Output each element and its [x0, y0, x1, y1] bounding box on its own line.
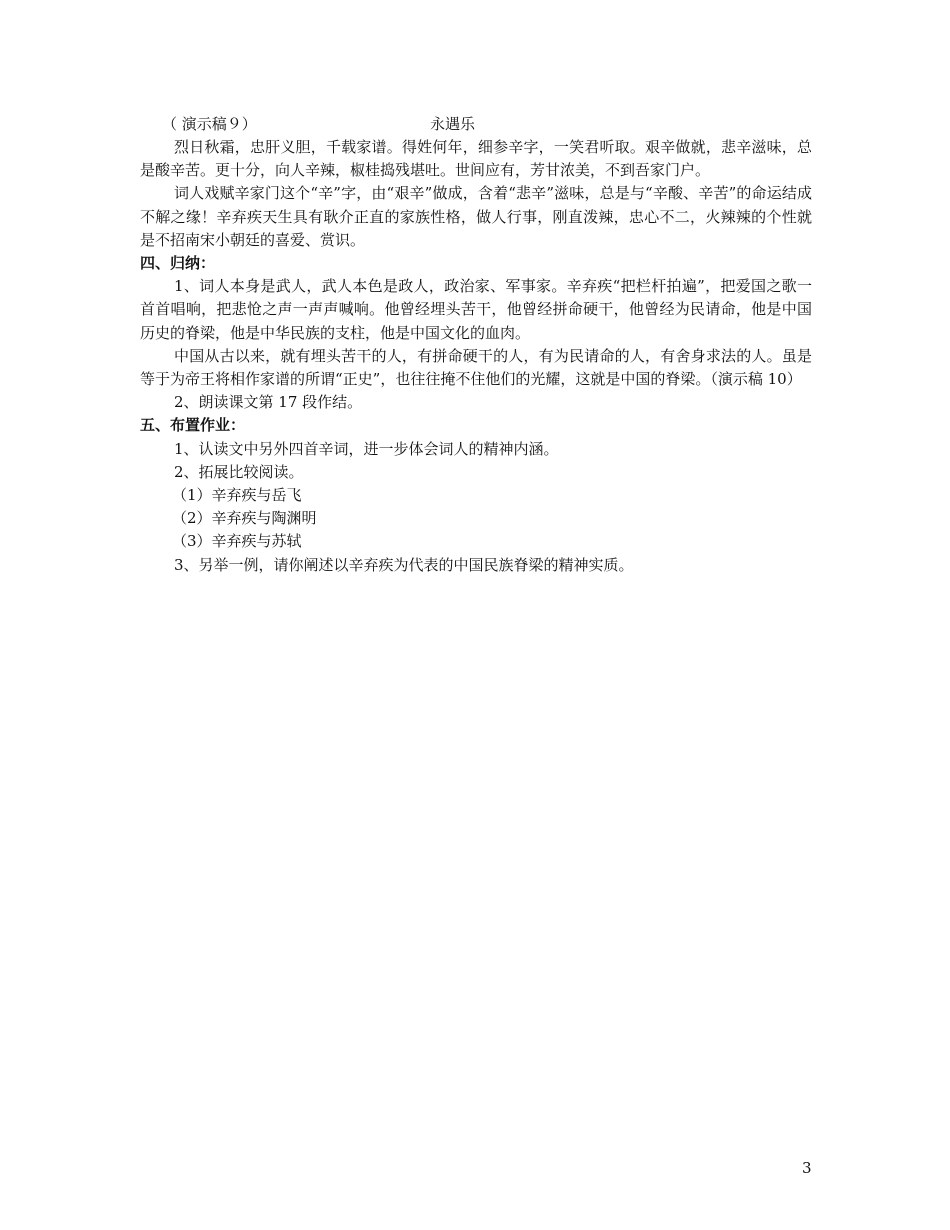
poem-title: 永遇乐: [430, 115, 476, 133]
poem-header: [140, 113, 812, 136]
section-heading-summary: 四、归纳：: [140, 254, 216, 273]
homework-item: 3、另举一例，请你阐述以辛弃疾为代表的中国民族脊梁的精神实质。: [174, 555, 634, 574]
document-body: [140, 113, 812, 577]
summary-paragraph-3: 2、朗读课文第 17 段作结。: [174, 393, 363, 412]
slide-note: （ 演示稿９）: [162, 115, 257, 133]
poem-text: 烈日秋霜，忠肝义胆，千载家谱。得姓何年，细参辛字，一笑君听取。艰辛做就，悲辛滋味，总是酸辛苦。更十分，向人辛辣，椒桂捣残堪吐。世间应有，芳甘浓美，不到吾家门户。: [140, 138, 812, 180]
homework-subitem: （3）辛弃疾与苏轼: [172, 532, 302, 551]
summary-paragraph-1: 1、词人本身是武人，武人本色是政人，政治家、军事家。辛弃疾“把栏杆拍遍”，把爱国之歌一首首唱响，把悲怆之声一声声喊响。他曾经埋头苦干，他曾经拼命硬干，他曾经为民请命，他是中国历史的脊梁，他是中华民族的支柱，他是中国文化的血肉。: [140, 277, 812, 342]
homework-subitem: （1）辛弃疾与岳飞: [172, 486, 302, 505]
analysis-paragraph: 词人戏赋辛家门这个“辛”字，由“艰辛”做成，含着“悲辛”滋味，总是与“辛酸、辛苦”的命运结成不解之缘！辛弃疾天生具有耿介正直的家族性格，做人行事，刚直泼辣，忠心不二，火辣辣的个性就是不招南宋小朝廷的喜爱、赏识。: [140, 184, 812, 249]
homework-item: 2、拓展比较阅读。: [174, 462, 304, 481]
summary-paragraph-2: 中国从古以来，就有埋头苦干的人，有拼命硬干的人，有为民请命的人，有舍身求法的人。虽是等于为帝王将相作家谱的所谓“正史”，也往往掩不住他们的光耀，这就是中国的脊梁。（演示稿 10）: [140, 346, 812, 389]
page-number: 3: [802, 1159, 812, 1177]
homework-subitem: （2）辛弃疾与陶渊明: [172, 509, 317, 528]
section-heading-homework: 五、布置作业：: [140, 416, 246, 435]
homework-item: 1、认读文中另外四首辛词，进一步体会词人的精神内涵。: [174, 439, 559, 458]
